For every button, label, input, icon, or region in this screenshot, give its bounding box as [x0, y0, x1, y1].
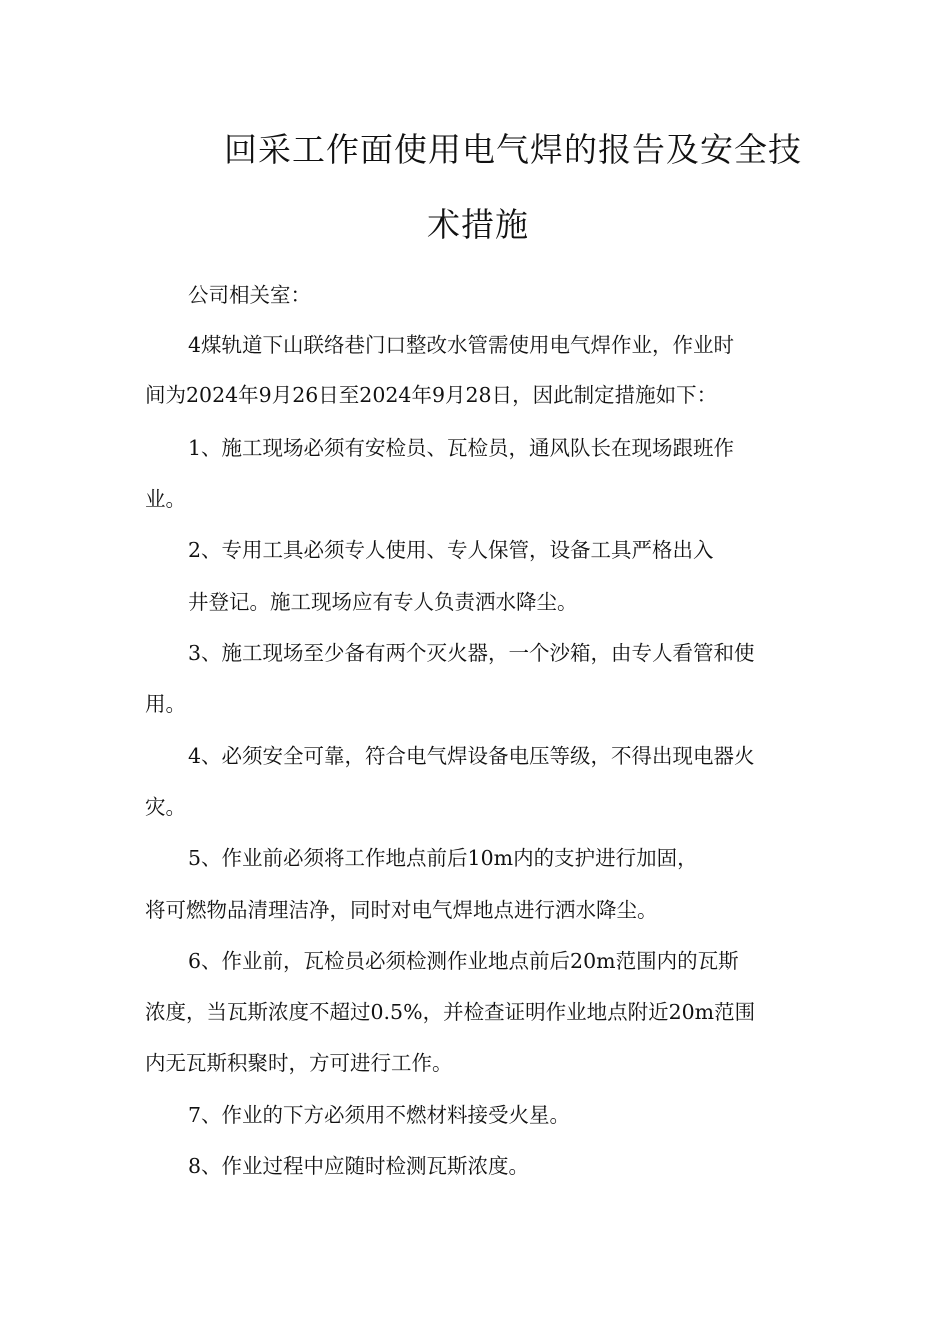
item-7-line-1: 7、作业的下方必须用不燃材料接受火星。: [188, 1103, 571, 1127]
intro-line-2: 间为2024年9月26日至2024年9月28日，因此制定措施如下：: [145, 383, 718, 407]
item-5-line-1: 5、作业前必须将工作地点前后10m内的支护进行加固，: [188, 846, 698, 870]
document-title-line-2: 术措施: [427, 205, 529, 244]
item-1-line-2: 业。: [145, 487, 186, 511]
item-5-line-2: 将可燃物品清理洁净，同时对电气焊地点进行洒水降尘。: [145, 898, 658, 922]
item-2-line-1: 2、专用工具必须专人使用、专人保管，设备工具严格出入: [188, 538, 714, 562]
item-8-line-1: 8、作业过程中应随时检测瓦斯浓度。: [188, 1154, 530, 1178]
item-6-line-3: 内无瓦斯积聚时，方可进行工作。: [145, 1051, 453, 1075]
item-2-line-2: 井登记。施工现场应有专人负责洒水降尘。: [188, 590, 578, 614]
item-6-line-1: 6、作业前，瓦检员必须检测作业地点前后20m范围内的瓦斯: [188, 949, 739, 973]
item-3-line-1: 3、施工现场至少备有两个灭火器，一个沙箱，由专人看管和使: [188, 641, 755, 665]
salutation: 公司相关室：: [188, 283, 311, 307]
item-3-line-2: 用。: [145, 692, 186, 716]
item-4-line-1: 4、必须安全可靠，符合电气焊设备电压等级，不得出现电器火: [188, 744, 755, 768]
intro-line-1: 4煤轨道下山联络巷门口整改水管需使用电气焊作业，作业时: [188, 333, 735, 357]
document-title-line-1: 回采工作面使用电气焊的报告及安全技: [224, 130, 802, 169]
item-6-line-2: 浓度，当瓦斯浓度不超过0.5%，并检查证明作业地点附近20m范围: [145, 1000, 756, 1024]
item-4-line-2: 灾。: [145, 795, 186, 819]
item-1-line-1: 1、施工现场必须有安检员、瓦检员，通风队长在现场跟班作: [188, 436, 735, 460]
